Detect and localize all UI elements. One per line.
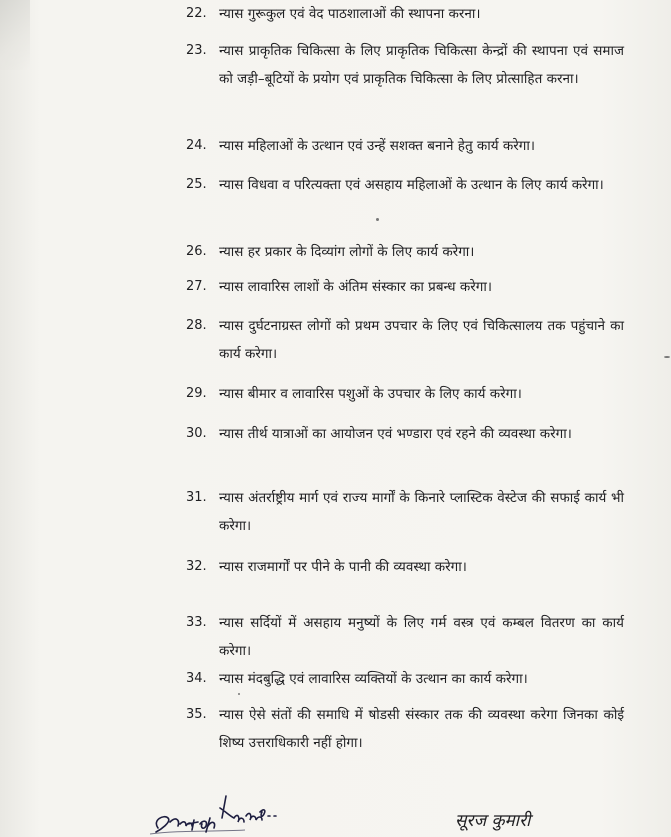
clause-text: न्यास प्राकृतिक चिकित्सा के लिए प्राकृतिक चिकित्सा केन्द्रों की स्थापना एवं समाज को जड़ी–बूटियों के प्रयोग एवं प्राकृतिक चिकित्सा के लिए प्रोत्साहित करना। xyxy=(219,43,624,87)
signature-suraj-kumari: सूरज कुमारी xyxy=(455,811,531,831)
clause-number: 34. xyxy=(186,671,207,686)
clause-number: 30. xyxy=(186,426,207,441)
clause-number: 25. xyxy=(186,177,207,192)
clause-text: न्यास तीर्थ यात्राओं का आयोजन एवं भण्डारा एवं रहने की व्यवस्था करेगा। xyxy=(219,426,572,442)
clause-text: न्यास हर प्रकार के दिव्यांग लोगों के लिए कार्य करेगा। xyxy=(219,244,475,260)
clause-text: न्यास सर्दियों में असहाय मनुष्यों के लिए गर्म वस्त्र एवं कम्बल वितरण का कार्य करेगा। xyxy=(219,615,624,659)
clause-number: 26. xyxy=(186,244,207,259)
clause-text: न्यास दुर्घटनाग्रस्त लोगों को प्रथम उपचार के लिए एवं चिकित्सालय तक पहुंचाने का कार्य करेगा। xyxy=(219,318,624,362)
clause-number: 22. xyxy=(186,6,207,21)
scan-speck xyxy=(376,218,379,221)
clause-text: न्यास अंतर्राष्ट्रीय मार्ग एवं राज्य मार्गों के किनारे प्लास्टिक वेस्टेज की सफाई कार्य भी करेगा। xyxy=(219,490,624,534)
signature-santosh-kumar xyxy=(150,788,280,837)
svg-text:Santosh Kumar: Santosh Kumar xyxy=(150,788,158,789)
clause-number: 33. xyxy=(186,615,207,630)
clause-number: 35. xyxy=(186,707,207,722)
clause-text: न्यास बीमार व लावारिस पशुओं के उपचार के लिए कार्य करेगा। xyxy=(219,386,522,402)
clause-text: न्यास मंदबुद्धि एवं लावारिस व्यक्तियों के उत्थान का कार्य करेगा। xyxy=(219,671,528,687)
clause-text: न्यास महिलाओं के उत्थान एवं उन्हें सशक्त बनाने हेतु कार्य करेगा। xyxy=(219,138,536,154)
clause-text: न्यास राजमार्गों पर पीने के पानी की व्यवस्था करेगा। xyxy=(219,559,467,575)
clause-number: 29. xyxy=(186,386,207,401)
clause-number: 31. xyxy=(186,490,207,505)
clause-text: न्यास लावारिस लाशों के अंतिम संस्कार का प्रबन्ध करेगा। xyxy=(219,279,492,295)
clause-number: 24. xyxy=(186,138,207,153)
clause-number: 28. xyxy=(186,318,207,333)
clause-text: न्यास गुरूकुल एवं वेद पाठशालाओं की स्थापना करना। xyxy=(219,6,481,22)
clause-text: न्यास ऐसे संतों की समाधि में षोडसी संस्कार तक की व्यवस्था करेगा जिनका कोई शिष्य उत्तराधिकारी नहीं होगा। xyxy=(219,707,624,751)
page-fold-shadow xyxy=(0,0,30,70)
clause-number: 32. xyxy=(186,559,207,574)
scan-speck xyxy=(238,693,240,695)
clause-text: न्यास विधवा व परित्यक्ता एवं असहाय महिलाओं के उत्थान के लिए कार्य करेगा। xyxy=(219,177,604,193)
clause-number: 27. xyxy=(186,279,207,294)
clause-number: 23. xyxy=(186,43,207,58)
scan-speck xyxy=(664,356,670,358)
